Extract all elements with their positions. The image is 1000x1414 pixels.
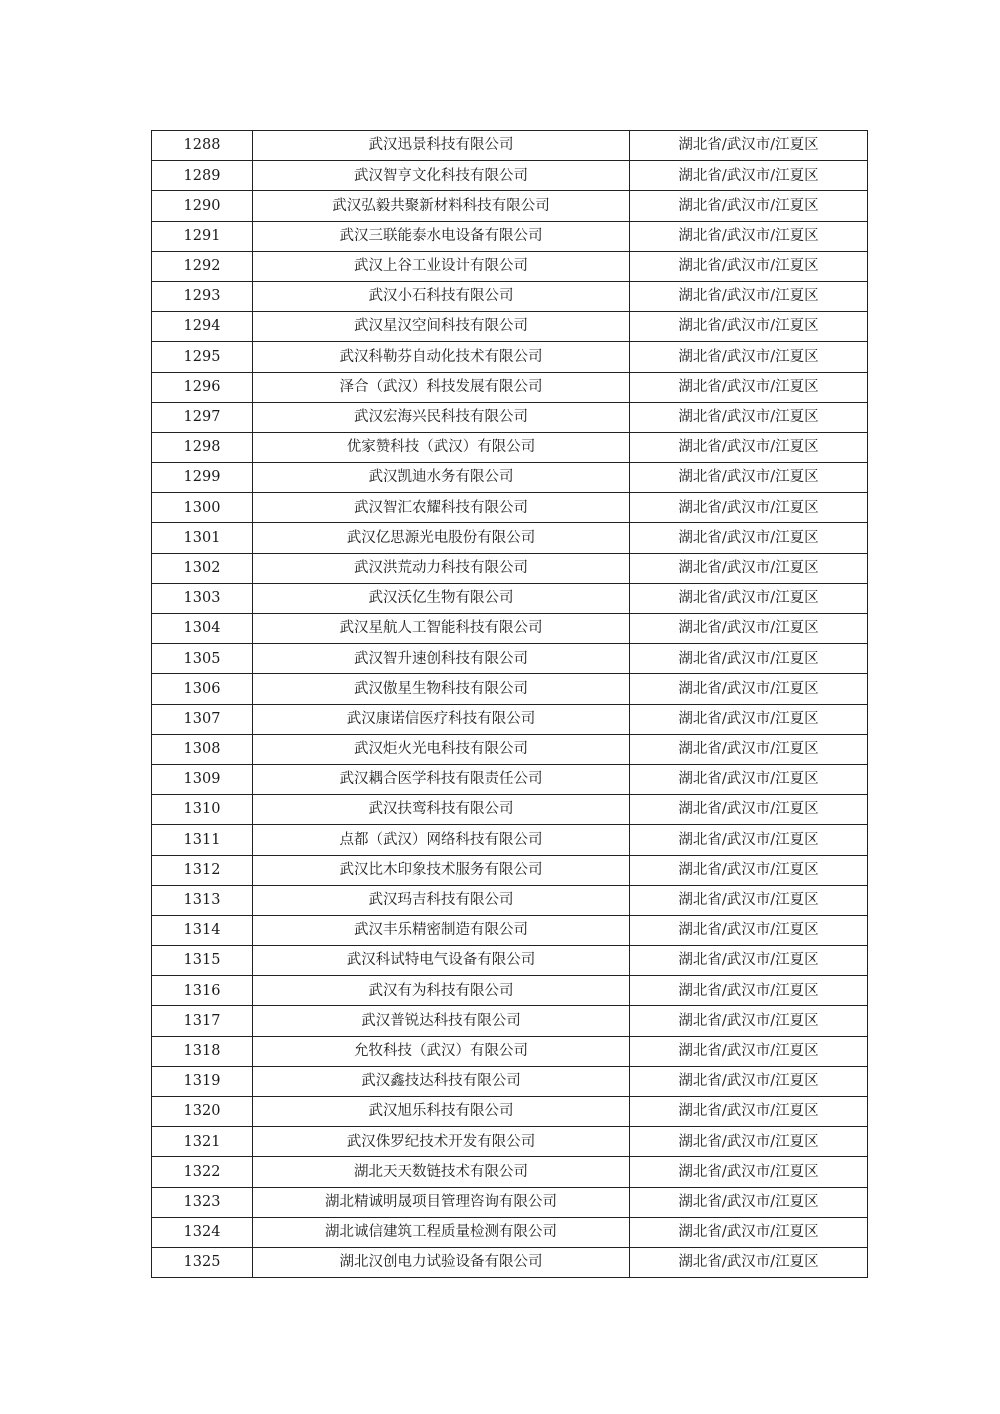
table-row: [152, 1127, 868, 1157]
company-name-cell: 湖北汉创电力试验设备有限公司: [253, 1247, 630, 1277]
table-row: [152, 1097, 868, 1127]
region-cell: 湖北省/武汉市/江夏区: [630, 312, 868, 342]
row-number-cell: 1288: [152, 131, 253, 161]
company-name-cell: 武汉玛吉科技有限公司: [253, 885, 630, 915]
region-cell: 湖北省/武汉市/江夏区: [630, 251, 868, 281]
region-cell: 湖北省/武汉市/江夏区: [630, 1217, 868, 1247]
company-name-cell: 湖北精诚明晟项目管理咨询有限公司: [253, 1187, 630, 1217]
table-row: [152, 1247, 868, 1277]
table-row: [152, 523, 868, 553]
company-name-cell: 武汉旭乐科技有限公司: [253, 1097, 630, 1127]
row-number-cell: 1324: [152, 1217, 253, 1247]
company-name-cell: 允牧科技（武汉）有限公司: [253, 1036, 630, 1066]
table-row: [152, 493, 868, 523]
table-row: [152, 161, 868, 191]
region-cell: 湖北省/武汉市/江夏区: [630, 825, 868, 855]
row-number-cell: 1307: [152, 704, 253, 734]
company-name-cell: 泽合（武汉）科技发展有限公司: [253, 372, 630, 402]
table-row: [152, 1157, 868, 1187]
region-cell: 湖北省/武汉市/江夏区: [630, 1127, 868, 1157]
table-row: [152, 764, 868, 794]
company-name-cell: 武汉有为科技有限公司: [253, 976, 630, 1006]
row-number-cell: 1300: [152, 493, 253, 523]
region-cell: 湖北省/武汉市/江夏区: [630, 915, 868, 945]
row-number-cell: 1302: [152, 553, 253, 583]
company-name-cell: 武汉侏罗纪技术开发有限公司: [253, 1127, 630, 1157]
row-number-cell: 1323: [152, 1187, 253, 1217]
company-name-cell: 武汉普锐达科技有限公司: [253, 1006, 630, 1036]
region-cell: 湖北省/武汉市/江夏区: [630, 191, 868, 221]
company-name-cell: 武汉小石科技有限公司: [253, 281, 630, 311]
region-cell: 湖北省/武汉市/江夏区: [630, 1187, 868, 1217]
company-name-cell: 武汉沃亿生物有限公司: [253, 583, 630, 613]
row-number-cell: 1293: [152, 281, 253, 311]
row-number-cell: 1298: [152, 432, 253, 462]
table-row: [152, 1036, 868, 1066]
region-cell: 湖北省/武汉市/江夏区: [630, 674, 868, 704]
row-number-cell: 1316: [152, 976, 253, 1006]
company-name-cell: 湖北天天数链技术有限公司: [253, 1157, 630, 1187]
region-cell: 湖北省/武汉市/江夏区: [630, 342, 868, 372]
table-row: [152, 734, 868, 764]
table-row: [152, 825, 868, 855]
table-row: [152, 674, 868, 704]
region-cell: 湖北省/武汉市/江夏区: [630, 131, 868, 161]
table-row: [152, 976, 868, 1006]
company-list-table: [151, 130, 868, 1278]
region-cell: 湖北省/武汉市/江夏区: [630, 614, 868, 644]
table-row: [152, 251, 868, 281]
row-number-cell: 1312: [152, 855, 253, 885]
company-name-cell: 武汉凯迪水务有限公司: [253, 463, 630, 493]
region-cell: 湖北省/武汉市/江夏区: [630, 795, 868, 825]
company-name-cell: 武汉比木印象技术服务有限公司: [253, 855, 630, 885]
region-cell: 湖北省/武汉市/江夏区: [630, 463, 868, 493]
table-row: [152, 402, 868, 432]
region-cell: 湖北省/武汉市/江夏区: [630, 885, 868, 915]
company-name-cell: 优家赞科技（武汉）有限公司: [253, 432, 630, 462]
row-number-cell: 1321: [152, 1127, 253, 1157]
region-cell: 湖北省/武汉市/江夏区: [630, 432, 868, 462]
row-number-cell: 1308: [152, 734, 253, 764]
company-name-cell: 武汉丰乐精密制造有限公司: [253, 915, 630, 945]
row-number-cell: 1305: [152, 644, 253, 674]
table-row: [152, 1217, 868, 1247]
company-name-cell: 武汉科试特电气设备有限公司: [253, 946, 630, 976]
table-row: [152, 1187, 868, 1217]
row-number-cell: 1319: [152, 1066, 253, 1096]
company-name-cell: 武汉科勒芬自动化技术有限公司: [253, 342, 630, 372]
table-row: [152, 704, 868, 734]
table-row: [152, 795, 868, 825]
table-row: [152, 131, 868, 161]
table-row: [152, 915, 868, 945]
region-cell: 湖北省/武汉市/江夏区: [630, 161, 868, 191]
row-number-cell: 1301: [152, 523, 253, 553]
company-name-cell: 武汉宏海兴民科技有限公司: [253, 402, 630, 432]
region-cell: 湖北省/武汉市/江夏区: [630, 372, 868, 402]
region-cell: 湖北省/武汉市/江夏区: [630, 1247, 868, 1277]
row-number-cell: 1317: [152, 1006, 253, 1036]
table-row: [152, 583, 868, 613]
row-number-cell: 1292: [152, 251, 253, 281]
region-cell: 湖北省/武汉市/江夏区: [630, 1036, 868, 1066]
company-name-cell: 武汉炬火光电科技有限公司: [253, 734, 630, 764]
company-name-cell: 武汉康诺信医疗科技有限公司: [253, 704, 630, 734]
table-row: [152, 342, 868, 372]
region-cell: 湖北省/武汉市/江夏区: [630, 1066, 868, 1096]
row-number-cell: 1304: [152, 614, 253, 644]
row-number-cell: 1289: [152, 161, 253, 191]
region-cell: 湖北省/武汉市/江夏区: [630, 493, 868, 523]
company-name-cell: 武汉智亨文化科技有限公司: [253, 161, 630, 191]
region-cell: 湖北省/武汉市/江夏区: [630, 553, 868, 583]
row-number-cell: 1320: [152, 1097, 253, 1127]
company-name-cell: 武汉智汇农耀科技有限公司: [253, 493, 630, 523]
company-name-cell: 武汉洪荒动力科技有限公司: [253, 553, 630, 583]
row-number-cell: 1309: [152, 764, 253, 794]
table-row: [152, 463, 868, 493]
company-name-cell: 武汉扶鸾科技有限公司: [253, 795, 630, 825]
table-row: [152, 281, 868, 311]
row-number-cell: 1299: [152, 463, 253, 493]
region-cell: 湖北省/武汉市/江夏区: [630, 734, 868, 764]
table-row: [152, 372, 868, 402]
company-name-cell: 武汉亿思源光电股份有限公司: [253, 523, 630, 553]
table-body: [152, 131, 868, 1278]
company-name-cell: 武汉弘毅共聚新材料科技有限公司: [253, 191, 630, 221]
region-cell: 湖北省/武汉市/江夏区: [630, 1097, 868, 1127]
company-name-cell: 武汉星航人工智能科技有限公司: [253, 614, 630, 644]
row-number-cell: 1318: [152, 1036, 253, 1066]
company-name-cell: 武汉智升速创科技有限公司: [253, 644, 630, 674]
table-row: [152, 1006, 868, 1036]
row-number-cell: 1295: [152, 342, 253, 372]
company-name-cell: 武汉迅景科技有限公司: [253, 131, 630, 161]
region-cell: 湖北省/武汉市/江夏区: [630, 221, 868, 251]
row-number-cell: 1310: [152, 795, 253, 825]
row-number-cell: 1290: [152, 191, 253, 221]
company-name-cell: 武汉鑫技达科技有限公司: [253, 1066, 630, 1096]
table-row: [152, 553, 868, 583]
region-cell: 湖北省/武汉市/江夏区: [630, 1006, 868, 1036]
table-row: [152, 644, 868, 674]
company-name-cell: 点都（武汉）网络科技有限公司: [253, 825, 630, 855]
region-cell: 湖北省/武汉市/江夏区: [630, 704, 868, 734]
row-number-cell: 1325: [152, 1247, 253, 1277]
region-cell: 湖北省/武汉市/江夏区: [630, 855, 868, 885]
row-number-cell: 1322: [152, 1157, 253, 1187]
row-number-cell: 1291: [152, 221, 253, 251]
company-name-cell: 武汉耦合医学科技有限责任公司: [253, 764, 630, 794]
row-number-cell: 1294: [152, 312, 253, 342]
region-cell: 湖北省/武汉市/江夏区: [630, 402, 868, 432]
row-number-cell: 1313: [152, 885, 253, 915]
table-row: [152, 885, 868, 915]
table-row: [152, 855, 868, 885]
row-number-cell: 1303: [152, 583, 253, 613]
region-cell: 湖北省/武汉市/江夏区: [630, 976, 868, 1006]
region-cell: 湖北省/武汉市/江夏区: [630, 523, 868, 553]
row-number-cell: 1297: [152, 402, 253, 432]
row-number-cell: 1315: [152, 946, 253, 976]
company-name-cell: 武汉三联能泰水电设备有限公司: [253, 221, 630, 251]
table-row: [152, 312, 868, 342]
row-number-cell: 1314: [152, 915, 253, 945]
region-cell: 湖北省/武汉市/江夏区: [630, 644, 868, 674]
table-row: [152, 191, 868, 221]
row-number-cell: 1306: [152, 674, 253, 704]
table-row: [152, 946, 868, 976]
row-number-cell: 1311: [152, 825, 253, 855]
row-number-cell: 1296: [152, 372, 253, 402]
region-cell: 湖北省/武汉市/江夏区: [630, 1157, 868, 1187]
company-name-cell: 武汉上谷工业设计有限公司: [253, 251, 630, 281]
region-cell: 湖北省/武汉市/江夏区: [630, 946, 868, 976]
company-name-cell: 湖北诚信建筑工程质量检测有限公司: [253, 1217, 630, 1247]
region-cell: 湖北省/武汉市/江夏区: [630, 281, 868, 311]
region-cell: 湖北省/武汉市/江夏区: [630, 764, 868, 794]
table-row: [152, 221, 868, 251]
table-row: [152, 432, 868, 462]
region-cell: 湖北省/武汉市/江夏区: [630, 583, 868, 613]
company-name-cell: 武汉傲星生物科技有限公司: [253, 674, 630, 704]
table-row: [152, 1066, 868, 1096]
table-row: [152, 614, 868, 644]
company-name-cell: 武汉星汉空间科技有限公司: [253, 312, 630, 342]
